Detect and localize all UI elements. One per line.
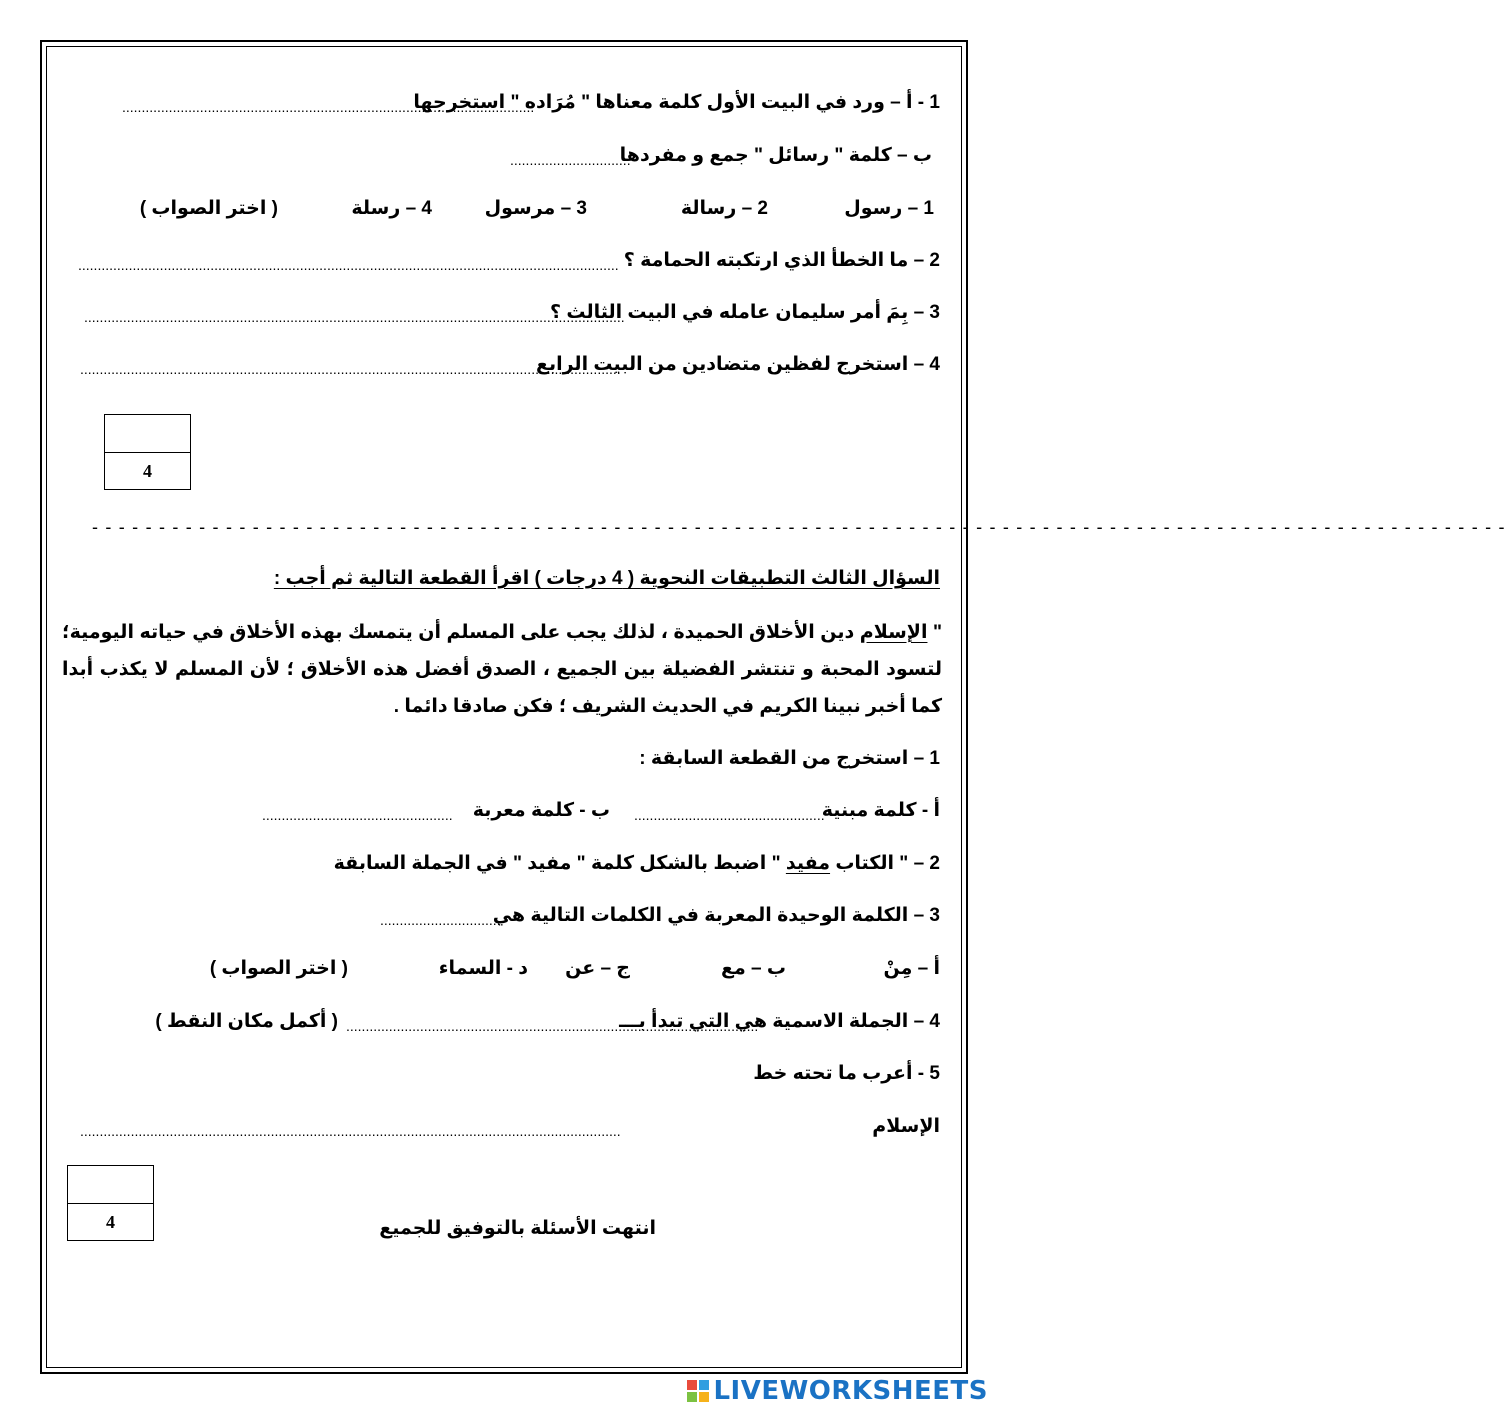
answer-line-1b[interactable]: ............................... [510, 152, 631, 168]
answer-line-1a[interactable]: .......................................................................................................... [122, 99, 535, 115]
s3-question-1: 1 – استخرج من القطعة السابقة : [639, 748, 940, 769]
q2-prefix: 2 – " الكتاب [830, 853, 940, 874]
section-divider: - - - - - - - - - - - - - - - - - - - - - - - - - - - - - - - - - - - - - - - - - - - - - - - - - - - - - - - - - - - - - - - - - - - - - - - - - - - - - - - - - - - - - - - - - - - - - - - - - - - - - - - - - - [92, 517, 1506, 537]
section3-title: السؤال الثالث التطبيقات النحوية ( 4 درجات ) اقرأ القطعة التالية ثم أجب : [273, 568, 940, 589]
score-box-section1 [104, 414, 191, 490]
s3-question-5: 5 - أعرب ما تحته خط [753, 1063, 940, 1084]
s3-question-2 [334, 851, 940, 877]
question-1a: 1 - أ – ورد في البيت الأول كلمة معناها " مُرَاده " استخرجها [413, 92, 940, 113]
score-input[interactable] [105, 415, 190, 453]
brand-name: LIVEWORKSHEETS [713, 1376, 988, 1406]
s3-option-d[interactable]: د - السماء [438, 958, 528, 979]
s3-q5-word: الإسلام [872, 1116, 940, 1137]
reading-passage [62, 614, 942, 725]
answer-line-3[interactable]: ........................................................................................................................................... [84, 309, 625, 325]
answer-line-s3-1a[interactable]: ................................................. [634, 807, 825, 823]
answer-line-s3-4[interactable]: .......................................................................................................... [346, 1018, 759, 1034]
score-max-s3: 4 [106, 1212, 115, 1232]
answer-line-s3-5[interactable]: ........................................................................................................................................... [80, 1123, 621, 1139]
passage-text: دين الأخلاق الحميدة ، لذلك يجب على المسلم أن يتمسك بهذه الأخلاق في حياته اليومية؛ لتسود المحبة و تنتشر الفضيلة بين الجميع ، الصدق أفضل هذه الأخلاق ؛ لأن المسلم لا يكذب أبدا كما أخبر نبينا الكريم في الحديث الشريف ؛ فكن صادقا دائما . [62, 622, 942, 717]
question-1b: ب – كلمة " رسائل " جمع و مفردها [619, 145, 932, 166]
answer-line-s3-3[interactable]: ............................... [380, 912, 501, 928]
option-4[interactable]: 4 – رسلة [351, 198, 432, 219]
s3-question-1b: ب - كلمة معربة [472, 800, 610, 821]
score-box-section3 [67, 1165, 154, 1241]
s3-option-c[interactable]: ج – عن [565, 958, 630, 979]
s3-option-a[interactable]: أ – مِنْ [883, 958, 940, 979]
question-4: 4 – استخرج لفظين متضادين من البيت الرابع [535, 354, 940, 375]
choose-correct-hint: ( اختر الصواب ) [139, 198, 278, 219]
answer-line-4[interactable]: ........................................................................................................................................... [80, 361, 621, 377]
liveworksheets-logo [687, 1376, 988, 1406]
s3-option-b[interactable]: ب – مع [721, 958, 786, 979]
passage-quote: " [927, 622, 942, 643]
s3-choose-correct-hint: ( اختر الصواب ) [209, 958, 348, 979]
underlined-word: الإسلام [859, 622, 928, 643]
question-3: 3 – بِمَ أمر سليمان عامله في البيت الثالث ؟ [550, 302, 940, 323]
answer-line-s3-1b[interactable]: ................................................. [262, 807, 453, 823]
option-1[interactable]: 1 – رسول [844, 198, 934, 219]
s3-question-3: 3 – الكلمة الوحيدة المعربة في الكلمات التالية هي [492, 905, 940, 926]
s3-question-1a: أ - كلمة مبنية [821, 800, 940, 821]
option-3[interactable]: 3 – مرسول [484, 198, 587, 219]
closing-message: انتهت الأسئلة بالتوفيق للجميع [379, 1218, 656, 1239]
q2-underlined-word: مفيد [785, 853, 831, 874]
score-input-s3[interactable] [68, 1166, 153, 1204]
score-max: 4 [143, 461, 152, 481]
question-2: 2 – ما الخطأ الذي ارتكبته الحمامة ؟ [623, 250, 940, 271]
option-2[interactable]: 2 – رسالة [680, 198, 768, 219]
liveworksheets-icon [687, 1380, 709, 1402]
answer-line-2[interactable]: ........................................................................................................................................... [78, 257, 619, 273]
q2-suffix: " اضبط بالشكل كلمة " مفيد " في الجملة السابقة [333, 853, 786, 874]
s3-question-4: 4 – الجملة الاسمية هي التي تبدأ بـــ [619, 1011, 940, 1032]
s3-fill-hint: ( أكمل مكان النقط ) [155, 1011, 338, 1032]
